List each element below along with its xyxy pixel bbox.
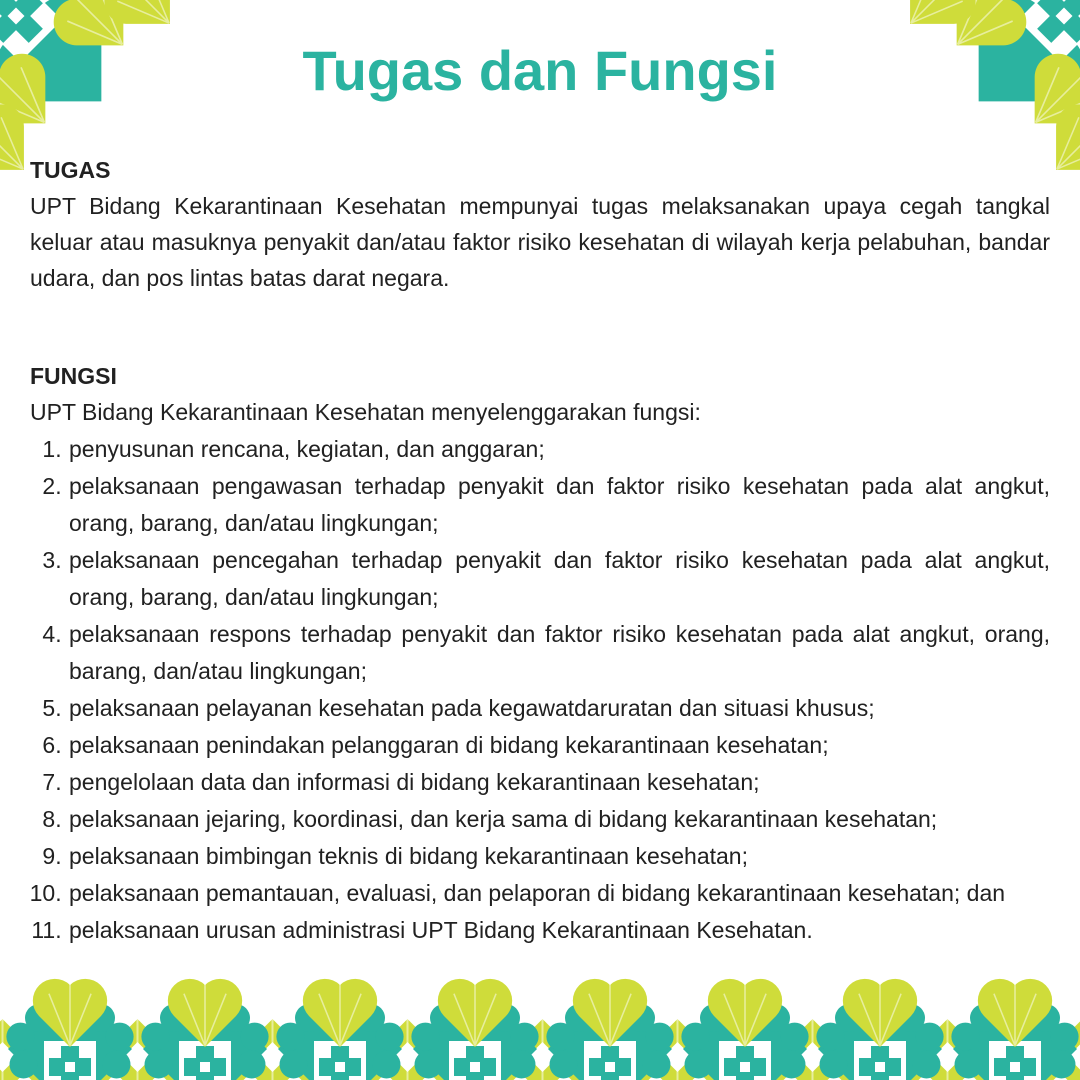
fungsi-list-item: 9. pelaksanaan bimbingan teknis di bidang kekarantinaan kesehatan; (68, 838, 1050, 875)
content (30, 152, 1050, 949)
page-title: Tugas dan Fungsi (302, 39, 778, 102)
tugas-section (30, 152, 1050, 296)
fungsi-list-item: 11. pelaksanaan urusan administrasi UPT Bidang Kekarantinaan Kesehatan. (68, 912, 1050, 949)
tugas-heading: TUGAS (30, 157, 111, 183)
fungsi-intro-text: UPT Bidang Kekarantinaan Kesehatan menyelenggarakan fungsi: (30, 399, 701, 425)
tugas-body-text: UPT Bidang Kekarantinaan Kesehatan mempunyai tugas melaksanakan upaya cegah tangkal keluar atau masuknya penyakit dan/atau faktor risiko kesehatan di wilayah kerja pelabuhan, bandar udara, dan pos lintas batas darat negara. (30, 193, 1050, 291)
fungsi-list (30, 431, 1050, 949)
fungsi-list-item: 4. pelaksanaan respons terhadap penyakit dan faktor risiko kesehatan pada alat angkut, orang, barang, dan/atau lingkungan; (68, 616, 1050, 690)
fungsi-list-item: 7. pengelolaan data dan informasi di bidang kekarantinaan kesehatan; (68, 764, 1050, 801)
fungsi-list-item: 10. pelaksanaan pemantauan, evaluasi, dan pelaporan di bidang kekarantinaan kesehatan; dan (68, 875, 1050, 912)
fungsi-list-item: 8. pelaksanaan jejaring, koordinasi, dan kerja sama di bidang kekarantinaan kesehatan; (68, 801, 1050, 838)
fungsi-list-item: 2. pelaksanaan pengawasan terhadap penyakit dan faktor risiko kesehatan pada alat angkut, orang, barang, dan/atau lingkungan; (68, 468, 1050, 542)
fungsi-list-item: 6. pelaksanaan penindakan pelanggaran di bidang kekarantinaan kesehatan; (68, 727, 1050, 764)
fungsi-heading: FUNGSI (30, 363, 117, 389)
bottom-border-pattern-icon (0, 960, 1080, 1080)
fungsi-section (30, 358, 1050, 949)
fungsi-list-item: 5. pelaksanaan pelayanan kesehatan pada kegawatdaruratan dan situasi khusus; (68, 690, 1050, 727)
fungsi-list-item: 3. pelaksanaan pencegahan terhadap penyakit dan faktor risiko kesehatan pada alat angkut, orang, barang, dan/atau lingkungan; (68, 542, 1050, 616)
fungsi-list-item: 1. penyusunan rencana, kegiatan, dan anggaran; (68, 431, 1050, 468)
